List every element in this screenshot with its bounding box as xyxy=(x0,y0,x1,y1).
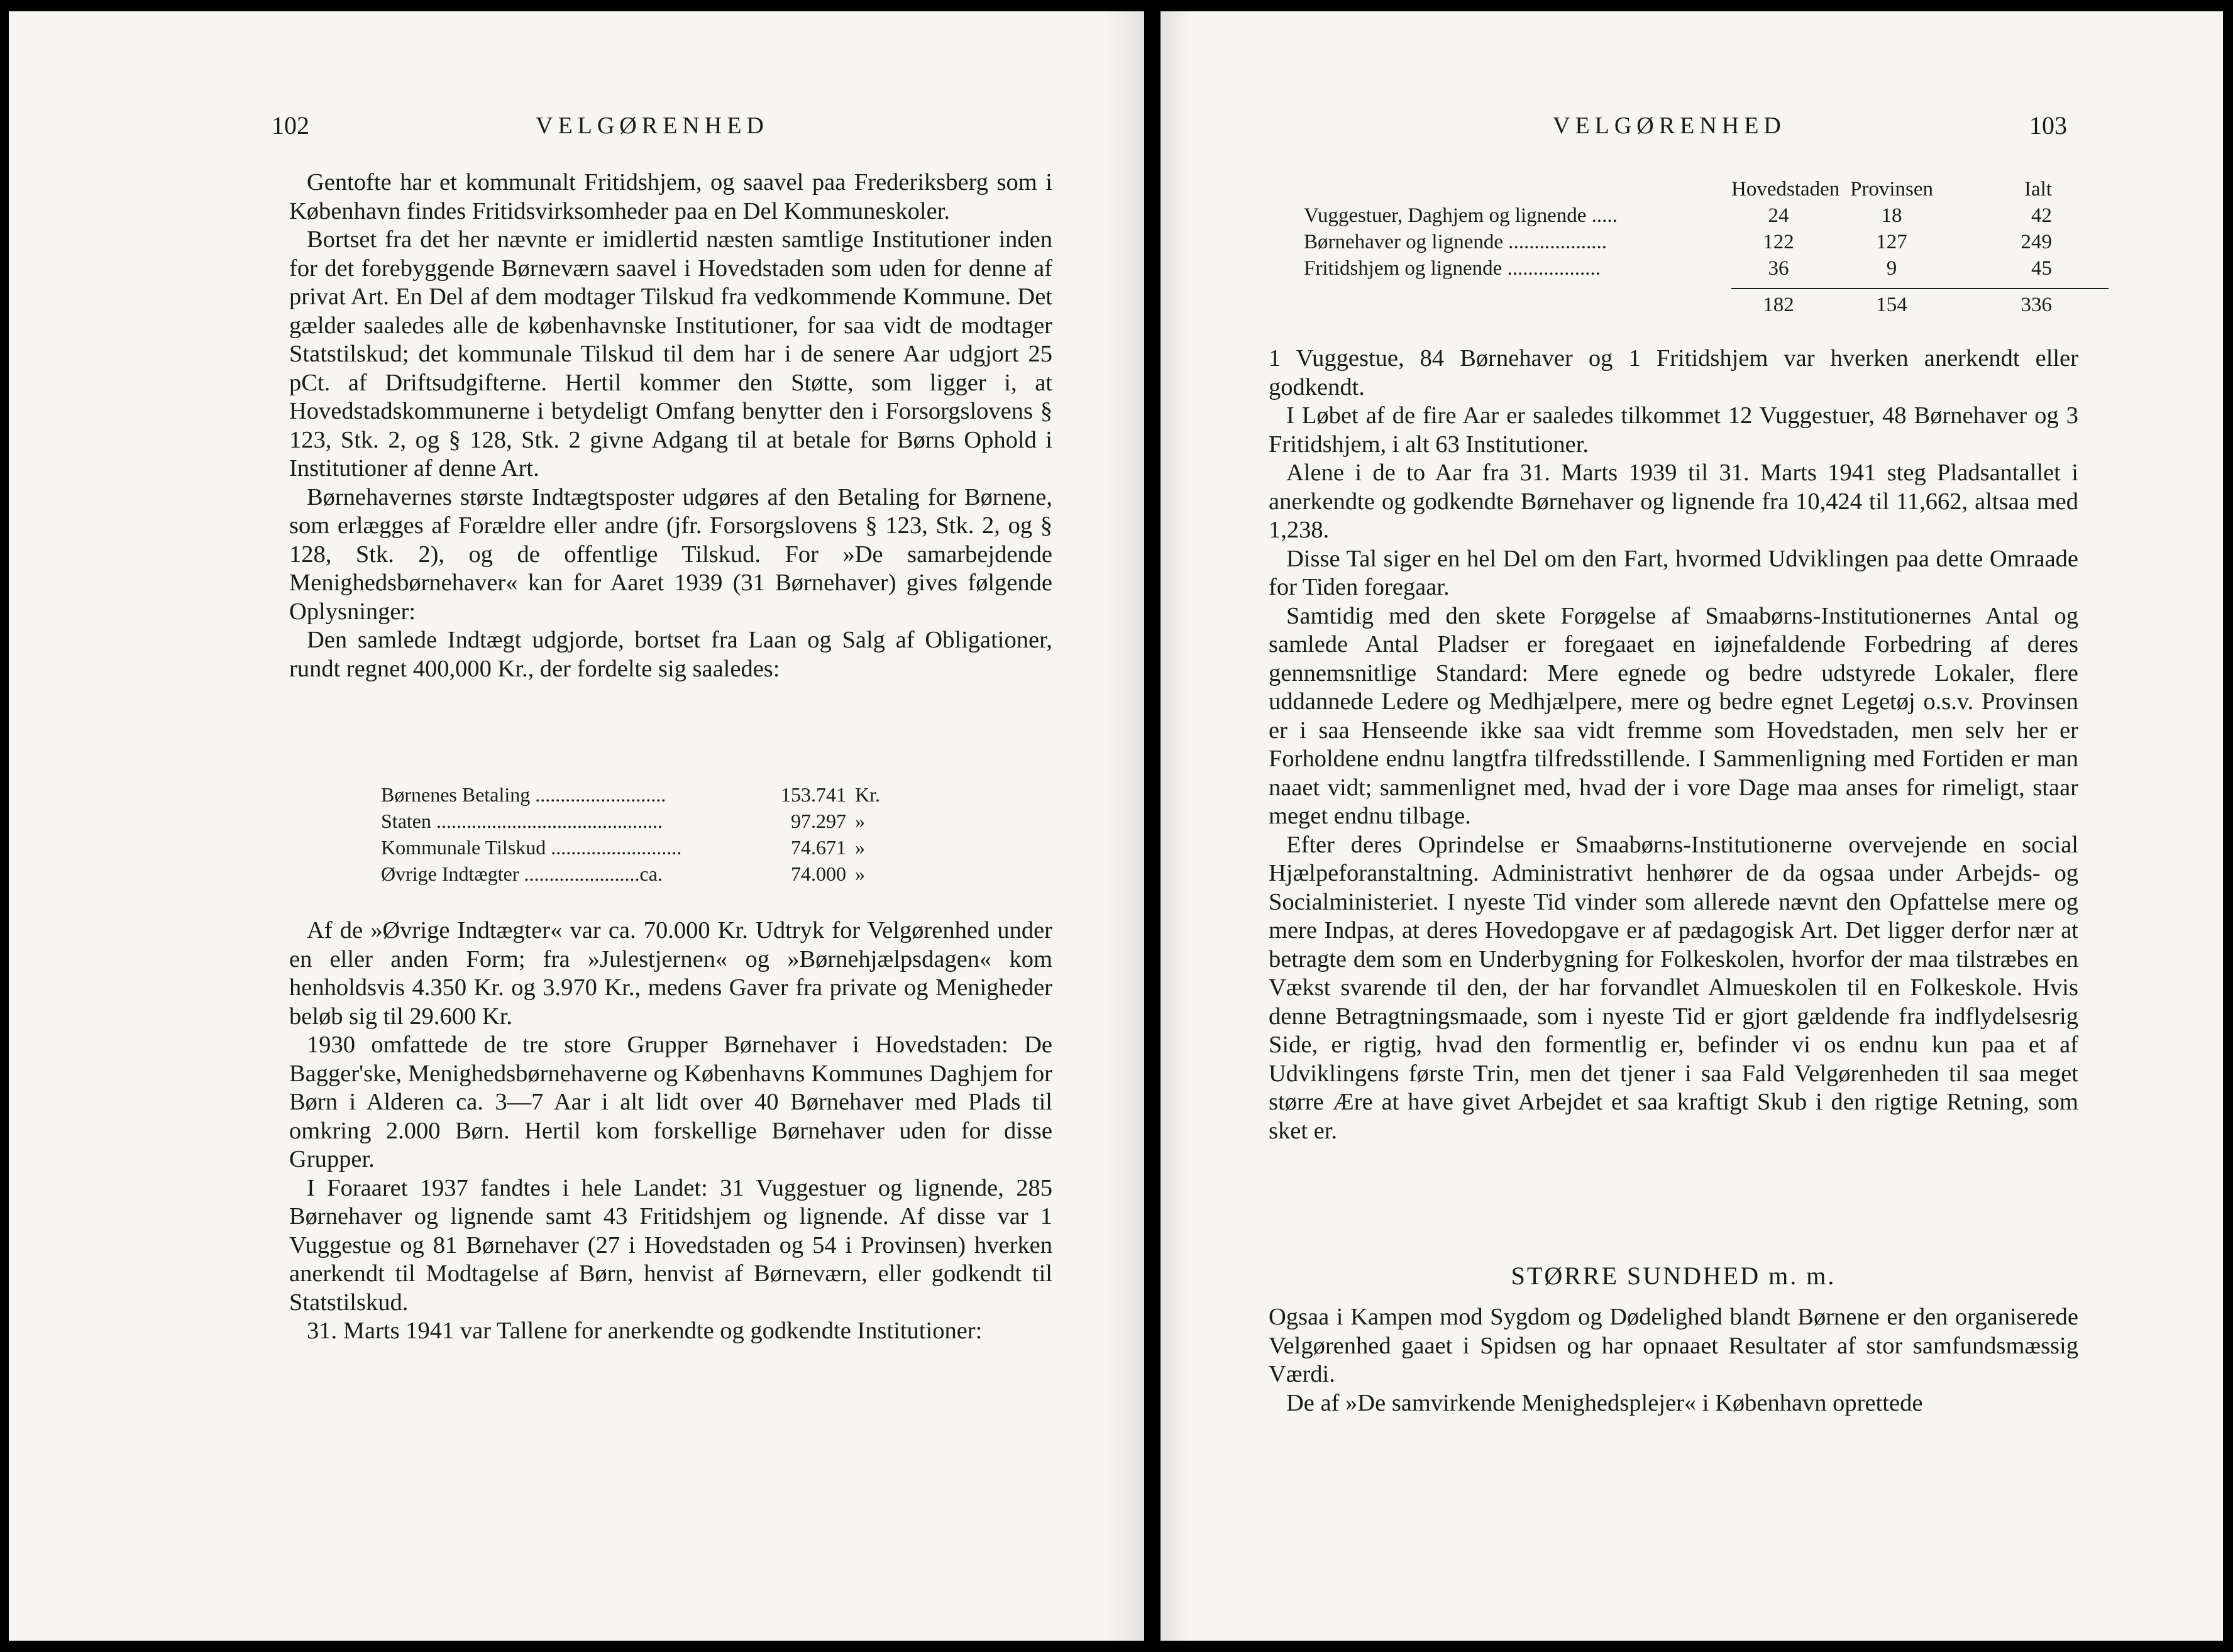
column-header: Provinsen xyxy=(1850,178,1933,201)
cell: 24 xyxy=(1768,204,1789,227)
income-row xyxy=(381,781,899,808)
row-label: Vuggestuer, Daghjem og lignende ..... xyxy=(1304,204,1618,227)
cell: 122 xyxy=(1763,231,1794,253)
row-label: Fritidshjem og lignende .................. xyxy=(1304,257,1601,280)
paragraph: Gentofte har et kommunalt Fritidshjem, og saavel paa Frederiksberg som i København findes Fritidsvirksomheder paa en Del Kommuneskoler. xyxy=(289,169,1052,224)
income-unit: » xyxy=(855,862,865,885)
paragraph: Af de »Øvrige Indtægter« var ca. 70.000 Kr. Udtryk for Velgørenhed under en eller anden Form; fra »Julestjernen« og »Børnehjælpsdagen« kom henholdsvis 4.350 Kr. og 3.970 Kr., medens Gaver fra private og Menigheder beløb sig til 29.600 Kr. xyxy=(289,917,1052,1030)
body-text xyxy=(1269,344,2078,1145)
paragraph: Disse Tal siger en hel Del om den Fart, hvormed Udviklingen paa dette Omraade for Tiden foregaar. xyxy=(1269,545,2078,600)
paragraph: Den samlede Indtægt udgjorde, bortset fra Laan og Salg af Obligationer, rundt regnet 400,000 Kr., der fordelte sig saaledes: xyxy=(289,627,1052,682)
total-cell: 182 xyxy=(1763,294,1794,316)
totals-row xyxy=(1304,292,2109,318)
income-unit: Kr. xyxy=(855,783,880,806)
cell: 127 xyxy=(1876,231,1907,253)
income-label: Staten ............................................. xyxy=(381,810,663,832)
paragraph: 1 Vuggestue, 84 Børnehaver og 1 Fritidshjem var hverken anerkendt eller godkendt. xyxy=(1269,345,2078,400)
table-row xyxy=(1304,202,2109,229)
paragraph: Bortset fra det her nævnte er imidlertid næsten samtlige Institutioner inden for det forebyggende Børneværn saavel i Hovedstaden som uden for denne af privat Art. En Del af dem modtager Tilskud fra vedkommende Kommune. Det gælder saaledes alle de københavnske Institutioner, for saa vidt de modtager Statstilskud; det kommunale Tilskud til dem har i de senere Aar udgjort 25 pCt. af Driftsudgifterne. Hertil kommer den Støtte, som ligger i, at Hovedstadskommunerne i betydeligt Omfang benytter den i Forsorgslovens § 123, Stk. 2, og § 128, Stk. 2 givne Adgang til at betale for Børns Ophold i Institutioner af denne Art. xyxy=(289,226,1052,482)
income-amount: 97.297 xyxy=(791,810,846,832)
stats-table xyxy=(1304,176,2109,318)
paragraph: Alene i de to Aar fra 31. Marts 1939 til 31. Marts 1941 steg Pladsantallet i anerkendte og godkendte Børnehaver og lignende fra 10,424 til 11,662, altsaa med 1,238. xyxy=(1269,460,2078,543)
page-number: 102 xyxy=(272,111,309,140)
paragraph: 1930 omfattede de tre store Grupper Børnehaver i Hovedstaden: De Bagger'ske, Menighedsbørnehaverne og Københavns Kommunes Daghjem for Børn i Alderen ca. 3—7 Aar i alt lidt over 40 Børnehaver med Plads til omkring 2.000 Børn. Hertil kom forskellige Børnehaver uden for disse Grupper. xyxy=(289,1032,1052,1172)
paragraph: I Foraaret 1937 fandtes i hele Landet: 31 Vuggestuer og lignende, 285 Børnehaver og lignende samt 43 Fritidshjem og lignende. Af disse var 1 Vuggestue og 81 Børnehaver (27 i Hovedstaden og 54 i Provinsen) hverken anerkendt til Modtagelse af Børn, henvist af Børneværn, eller godkendt til Statstilskud. xyxy=(289,1174,1052,1316)
paragraph: Børnehavernes største Indtægtsposter udgøres af den Betaling for Børnene, som erlægges af Forældre eller andre (jfr. Forsorgslovens § 123, Stk. 2, og § 128, Stk. 2), og de offentlige Tilskud. For »De samarbejdende Menighedsbørnehaver« kan for Aaret 1939 (31 Børnehaver) gives følgende Oplysninger: xyxy=(289,483,1052,625)
page-number: 103 xyxy=(2029,111,2067,140)
paragraph: De af »De samvirkende Menighedsplejer« i København oprettede xyxy=(1286,1389,1923,1416)
income-label: Øvrige Indtægter .......................ca. xyxy=(381,862,663,885)
right-page xyxy=(1161,11,2223,1641)
income-label: Kommunale Tilskud .......................... xyxy=(381,836,682,859)
body-text-top xyxy=(289,168,1052,683)
total-cell: 154 xyxy=(1876,294,1907,316)
paragraph: Ogsaa i Kampen mod Sygdom og Dødelighed blandt Børnene er den organiserede Velgørenhed gaaet i Spidsen og har opnaaet Resultater af stor samfundsmæssig Værdi. xyxy=(1269,1304,2078,1387)
cell: 18 xyxy=(1881,204,1902,227)
cell: 249 xyxy=(2021,231,2052,253)
column-header: Ialt xyxy=(2024,178,2052,201)
row-label: Børnehaver og lignende ................... xyxy=(1304,231,1607,253)
paragraph: I Løbet af de fire Aar er saaledes tilkommet 12 Vuggestuer, 48 Børnehaver og 3 Fritidshjem, i alt 63 Institutioner. xyxy=(1269,402,2078,458)
income-row xyxy=(381,808,899,834)
stats-header-row xyxy=(1304,176,2109,202)
income-unit: » xyxy=(855,810,865,832)
income-unit: » xyxy=(855,836,865,859)
table-row xyxy=(1304,255,2109,282)
cell: 45 xyxy=(2031,257,2052,280)
income-row xyxy=(381,861,899,887)
section-text xyxy=(1269,1303,2078,1418)
income-row xyxy=(381,834,899,861)
income-amount: 74.000 xyxy=(791,862,846,885)
total-cell: 336 xyxy=(2021,294,2052,316)
paragraph: 31. Marts 1941 var Tallene for anerkendte og godkendte Institutioner: xyxy=(307,1318,983,1344)
cell: 9 xyxy=(1886,257,1897,280)
paragraph: Samtidig med den skete Forøgelse af Smaabørns-Institutionernes Antal og samlede Antal Pladser er foregaaet en iøjnefaldende Forbedring af deres gennemsnitlige Standard: Mere egnede og bedre udstyrede Lokaler, flere uddannede Ledere og Medhjælpere, mere og bedre egnet Legetøj o.s.v. Provinsen er i saa Henseende ikke saa vidt fremme som Hovedstaden, men selv her er Forholdene endnu langtfra tilfredsstillende. I Sammenligning med Fortiden er man naaet vidt; sammenlignet med, hvad der i vore Dage maa anses for rimeligt, staar meget endnu tilbage. xyxy=(1269,602,2078,829)
table-row xyxy=(1304,229,2109,255)
running-head: VELGØRENHED xyxy=(536,113,769,139)
cell: 36 xyxy=(1768,257,1789,280)
left-page xyxy=(9,11,1144,1641)
totals-rule xyxy=(1731,288,2109,289)
body-text-bottom xyxy=(289,917,1052,1346)
income-amount: 74.671 xyxy=(791,836,846,859)
running-head: VELGØRENHED xyxy=(1553,113,1786,139)
income-amount: 153.741 xyxy=(781,783,846,806)
column-header: Hovedstaden xyxy=(1731,178,1840,201)
cell: 42 xyxy=(2031,204,2052,227)
income-table xyxy=(381,781,899,887)
income-label: Børnenes Betaling .......................... xyxy=(381,783,666,806)
paragraph: Efter deres Oprindelse er Smaabørns-Institutionerne overvejende en social Hjælpeforanstaltning. Administrativt henhører de da ogsaa under Arbejds- og Socialministeriet. I nyeste Tid vinder som allerede nævnt den Opfattelse mere og mere Indpas, at deres Hovedopgave er af pædagogisk Art. Det ligger derfor nær at betragte dem som en Underbygning for Folkeskolen, hvorfor der maa tilstræbes en Vækst svarende til den, der har forvandlet Almueskolen til en Folkeskole. Hvis denne Betragtningsmaade, som i nyeste Tid er gjort gældende fra indflydelsesrig Side, er rigtig, hvad den formentlig er, befinder vi os endnu kun paa et af Udviklingens første Trin, men det tjener i saa Fald Velgørenheden til saa meget større Ære at have givet Arbejdet et saa kraftigt Skub i den rigtige Retning, som sket er. xyxy=(1269,831,2078,1144)
section-heading: STØRRE SUNDHED m. m. xyxy=(1511,1262,1836,1290)
